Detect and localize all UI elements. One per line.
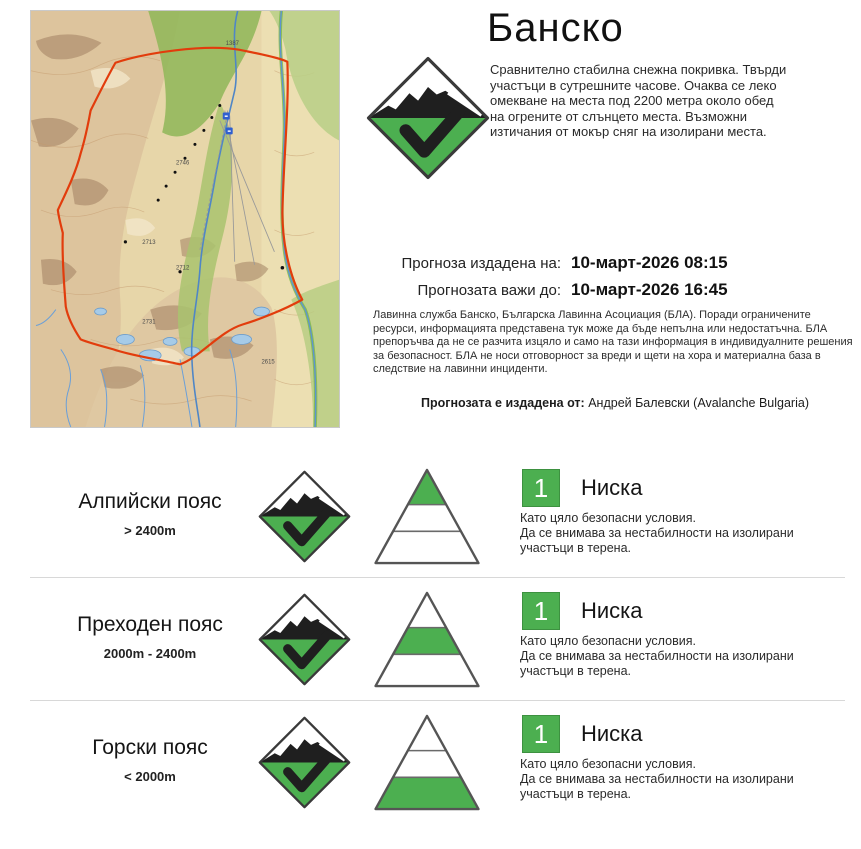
danger-level-description	[520, 634, 820, 679]
issued-at-value: 10-март-2026 08:15	[571, 253, 728, 272]
avalanche-danger-level-icon	[366, 56, 490, 180]
danger-level-name: Ниска	[581, 721, 643, 746]
forecast-summary-text: Сравнително стабилна снежна покривка. Твърди участъци в сутрешните часове. Очаква се леко омекване на места под 2200 метра около обед на огрените от слънцето места. Възможни изтичания от мокър сняг на изолирани места.	[490, 62, 787, 139]
danger-desc-line2: Да се внимава за нестабилности на изолирани участъци в терена.	[520, 772, 794, 801]
elevation-pyramid-middle-icon	[371, 590, 483, 689]
band-row-forest	[30, 700, 845, 823]
map-label: 2615	[261, 359, 275, 366]
disclaimer-text: Лавинна служба Банско, Българска Лавинна Асоциация (БЛА). Поради ограничените ресурси, информацията представена тук може да бъде непълна или недостатъчна. БЛА препоръчва да не се разчита изцяло и само на тази информация в индивидуалните решения за безопасност. БЛА не носи отговорност за вреди и щети на хора и материална база в следствие на лавинни инциденти.	[373, 309, 853, 375]
valid-until-value: 10-март-2026 16:45	[571, 280, 728, 299]
band-name: Горски пояс	[92, 736, 208, 759]
map-label: 2731	[142, 319, 156, 326]
danger-level-name: Ниска	[581, 475, 643, 500]
band-row-alpine	[30, 455, 845, 577]
danger-level-badge: 1	[522, 469, 560, 507]
band-label	[50, 736, 250, 784]
forecast-dates	[373, 253, 855, 307]
band-range: < 2000m	[124, 769, 176, 784]
elevation-bands	[30, 455, 845, 823]
map-label: 1387	[225, 40, 239, 47]
region-map-svg	[31, 11, 339, 427]
band-range: > 2400m	[124, 523, 176, 538]
author-value: Андрей Балевски (Avalanche Bulgaria)	[588, 396, 809, 410]
danger-desc-line2: Да се внимава за нестабилности на изолирани участъци в терена.	[520, 649, 794, 678]
danger-level-badge: 1	[522, 592, 560, 630]
danger-level-name: Ниска	[581, 598, 643, 623]
elevation-pyramid-top-icon	[371, 467, 483, 566]
map-label: 2712	[176, 265, 190, 272]
avalanche-danger-level-icon	[258, 470, 351, 563]
danger-level-description	[520, 511, 820, 556]
author-line	[373, 396, 857, 410]
band-row-treeline	[30, 577, 845, 700]
danger-level-badge: 1	[522, 715, 560, 753]
band-name: Алпийски пояс	[78, 490, 222, 513]
danger-desc-line1: Като цяло безопасни условия.	[520, 511, 696, 525]
avalanche-danger-level-icon	[258, 716, 351, 809]
page-title: Банско	[487, 6, 624, 50]
danger-level-description	[520, 757, 820, 802]
map-label: 2746	[176, 160, 190, 167]
danger-desc-line1: Като цяло безопасни условия.	[520, 634, 696, 648]
band-label	[50, 613, 250, 661]
valid-until-label: Прогнозата важи до:	[417, 282, 561, 299]
elevation-pyramid-bottom-icon	[371, 713, 483, 812]
author-label: Прогнозата е издадена от:	[421, 396, 585, 410]
map-label: 2713	[142, 239, 156, 246]
danger-desc-line2: Да се внимава за нестабилности на изолирани участъци в терена.	[520, 526, 794, 555]
band-name: Преходен пояс	[77, 613, 223, 636]
avalanche-danger-level-icon	[258, 593, 351, 686]
band-range: 2000m - 2400m	[103, 646, 197, 661]
region-map	[30, 10, 340, 428]
band-label	[50, 490, 250, 538]
issued-at-label: Прогноза издадена на:	[401, 255, 561, 272]
danger-desc-line1: Като цяло безопасни условия.	[520, 757, 696, 771]
